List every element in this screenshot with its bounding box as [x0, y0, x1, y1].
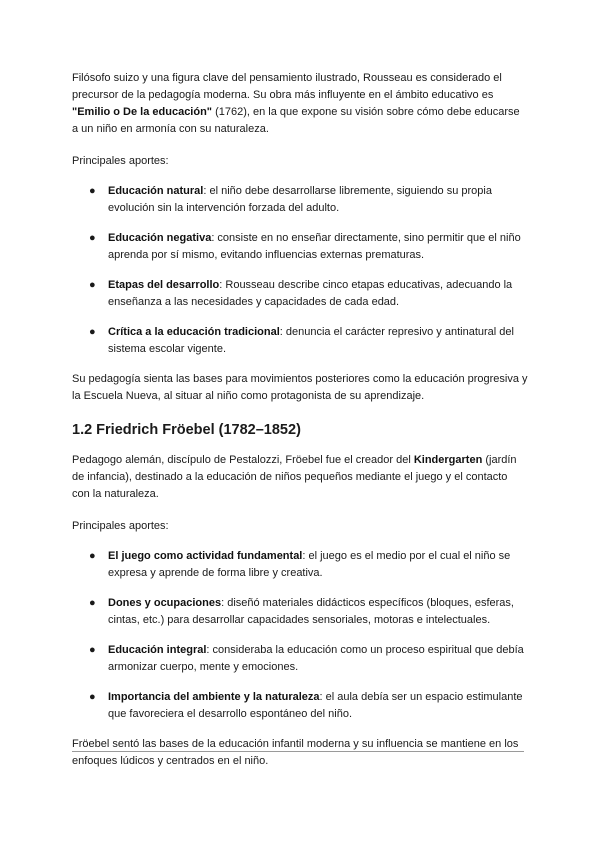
section-heading-froebel: 1.2 Friedrich Fröebel (1782–1852): [72, 422, 301, 438]
bullet-icon: ●: [89, 185, 96, 197]
list-item-text: : consiste en no enseñar directamente, sino permitir que el niño aprenda por sí mismo, evitando influencias externas prematuras.: [108, 232, 521, 261]
horizontal-divider: [72, 751, 524, 752]
froebel-aportes-list: [72, 548, 528, 723]
list-item-term: Educación negativa: [108, 232, 212, 244]
list-item: [72, 183, 528, 217]
list-item-text: : diseñó materiales didácticos específicos (bloques, esferas, cintas, etc.) para desarrollar capacidades sensoriales, motoras e intelectuales.: [108, 597, 514, 626]
list-item-text: : denuncia el carácter represivo y antinatural del sistema escolar vigente.: [108, 326, 514, 355]
intro-book-title: "Emilio o De la educación": [72, 106, 213, 118]
list-item: [72, 642, 528, 676]
bullet-icon: ●: [89, 691, 96, 703]
list-item-term: El juego como actividad fundamental: [108, 550, 303, 562]
list-item: [72, 548, 528, 582]
intro-kindergarten-term: Kindergarten: [413, 454, 483, 466]
list-item-term: Educación integral: [108, 644, 207, 656]
bullet-icon: ●: [89, 644, 96, 656]
list-item: [72, 277, 528, 311]
aportes-label: Principales aportes:: [72, 520, 169, 532]
list-item-term: Etapas del desarrollo: [108, 279, 220, 291]
froebel-closing-paragraph: Fröebel sentó las bases de la educación infantil moderna y su influencia se mantiene en los enfoques lúdicos y centrados en el niño.: [72, 738, 519, 767]
list-item: [72, 230, 528, 264]
bullet-icon: ●: [89, 279, 96, 291]
bullet-icon: ●: [89, 232, 96, 244]
list-item-term: Educación natural: [108, 185, 204, 197]
rousseau-intro-paragraph: [72, 70, 528, 138]
list-item-term: Dones y ocupaciones: [108, 597, 222, 609]
intro-text-1: Pedagogo alemán, discípulo de Pestalozzi, Fröebel fue el creador del: [72, 454, 414, 466]
document-content: [72, 70, 528, 785]
froebel-intro-paragraph: [72, 452, 528, 503]
rousseau-aportes-list: [72, 183, 528, 358]
intro-text-1: Filósofo suizo y una figura clave del pensamiento ilustrado, Rousseau es considerado el precursor de la pedagogía moderna. Su obra más influyente en el ámbito educativo es: [72, 72, 502, 101]
list-item: [72, 324, 528, 358]
list-item-text: : consideraba la educación como un proceso espiritual que debía armonizar cuerpo, mente y emociones.: [108, 644, 524, 673]
aportes-label: Principales aportes:: [72, 155, 169, 167]
list-item-text: : Rousseau describe cinco etapas educativas, adecuando la enseñanza a las necesidades y capacidades de cada edad.: [108, 279, 513, 308]
list-item: [72, 595, 528, 629]
bullet-icon: ●: [89, 597, 96, 609]
list-item-term: Importancia del ambiente y la naturaleza: [108, 691, 320, 703]
list-item-text: : el aula debía ser un espacio estimulante que favoreciera el desarrollo espontáneo del niño.: [108, 691, 523, 720]
intro-text-2: (jardín de infancia), destinado a la educación de niños pequeños mediante el juego y el contacto con la naturaleza.: [72, 454, 517, 500]
bullet-icon: ●: [89, 550, 96, 562]
list-item-text: : el juego es el medio por el cual el niño se expresa y aprende de forma libre y creativa.: [108, 550, 511, 579]
list-item-text: : el niño debe desarrollarse libremente, siguiendo su propia evolución sin la intervención forzada del adulto.: [108, 185, 492, 214]
intro-text-2: (1762), en la que expone su visión sobre cómo debe educarse a un niño en armonía con su naturaleza.: [72, 106, 520, 135]
rousseau-closing-paragraph: Su pedagogía sienta las bases para movimientos posteriores como la educación progresiva y la Escuela Nueva, al situar al niño como protagonista de su aprendizaje.: [72, 373, 528, 402]
bullet-icon: ●: [89, 326, 96, 338]
list-item-term: Crítica a la educación tradicional: [108, 326, 280, 338]
list-item: [72, 689, 528, 723]
